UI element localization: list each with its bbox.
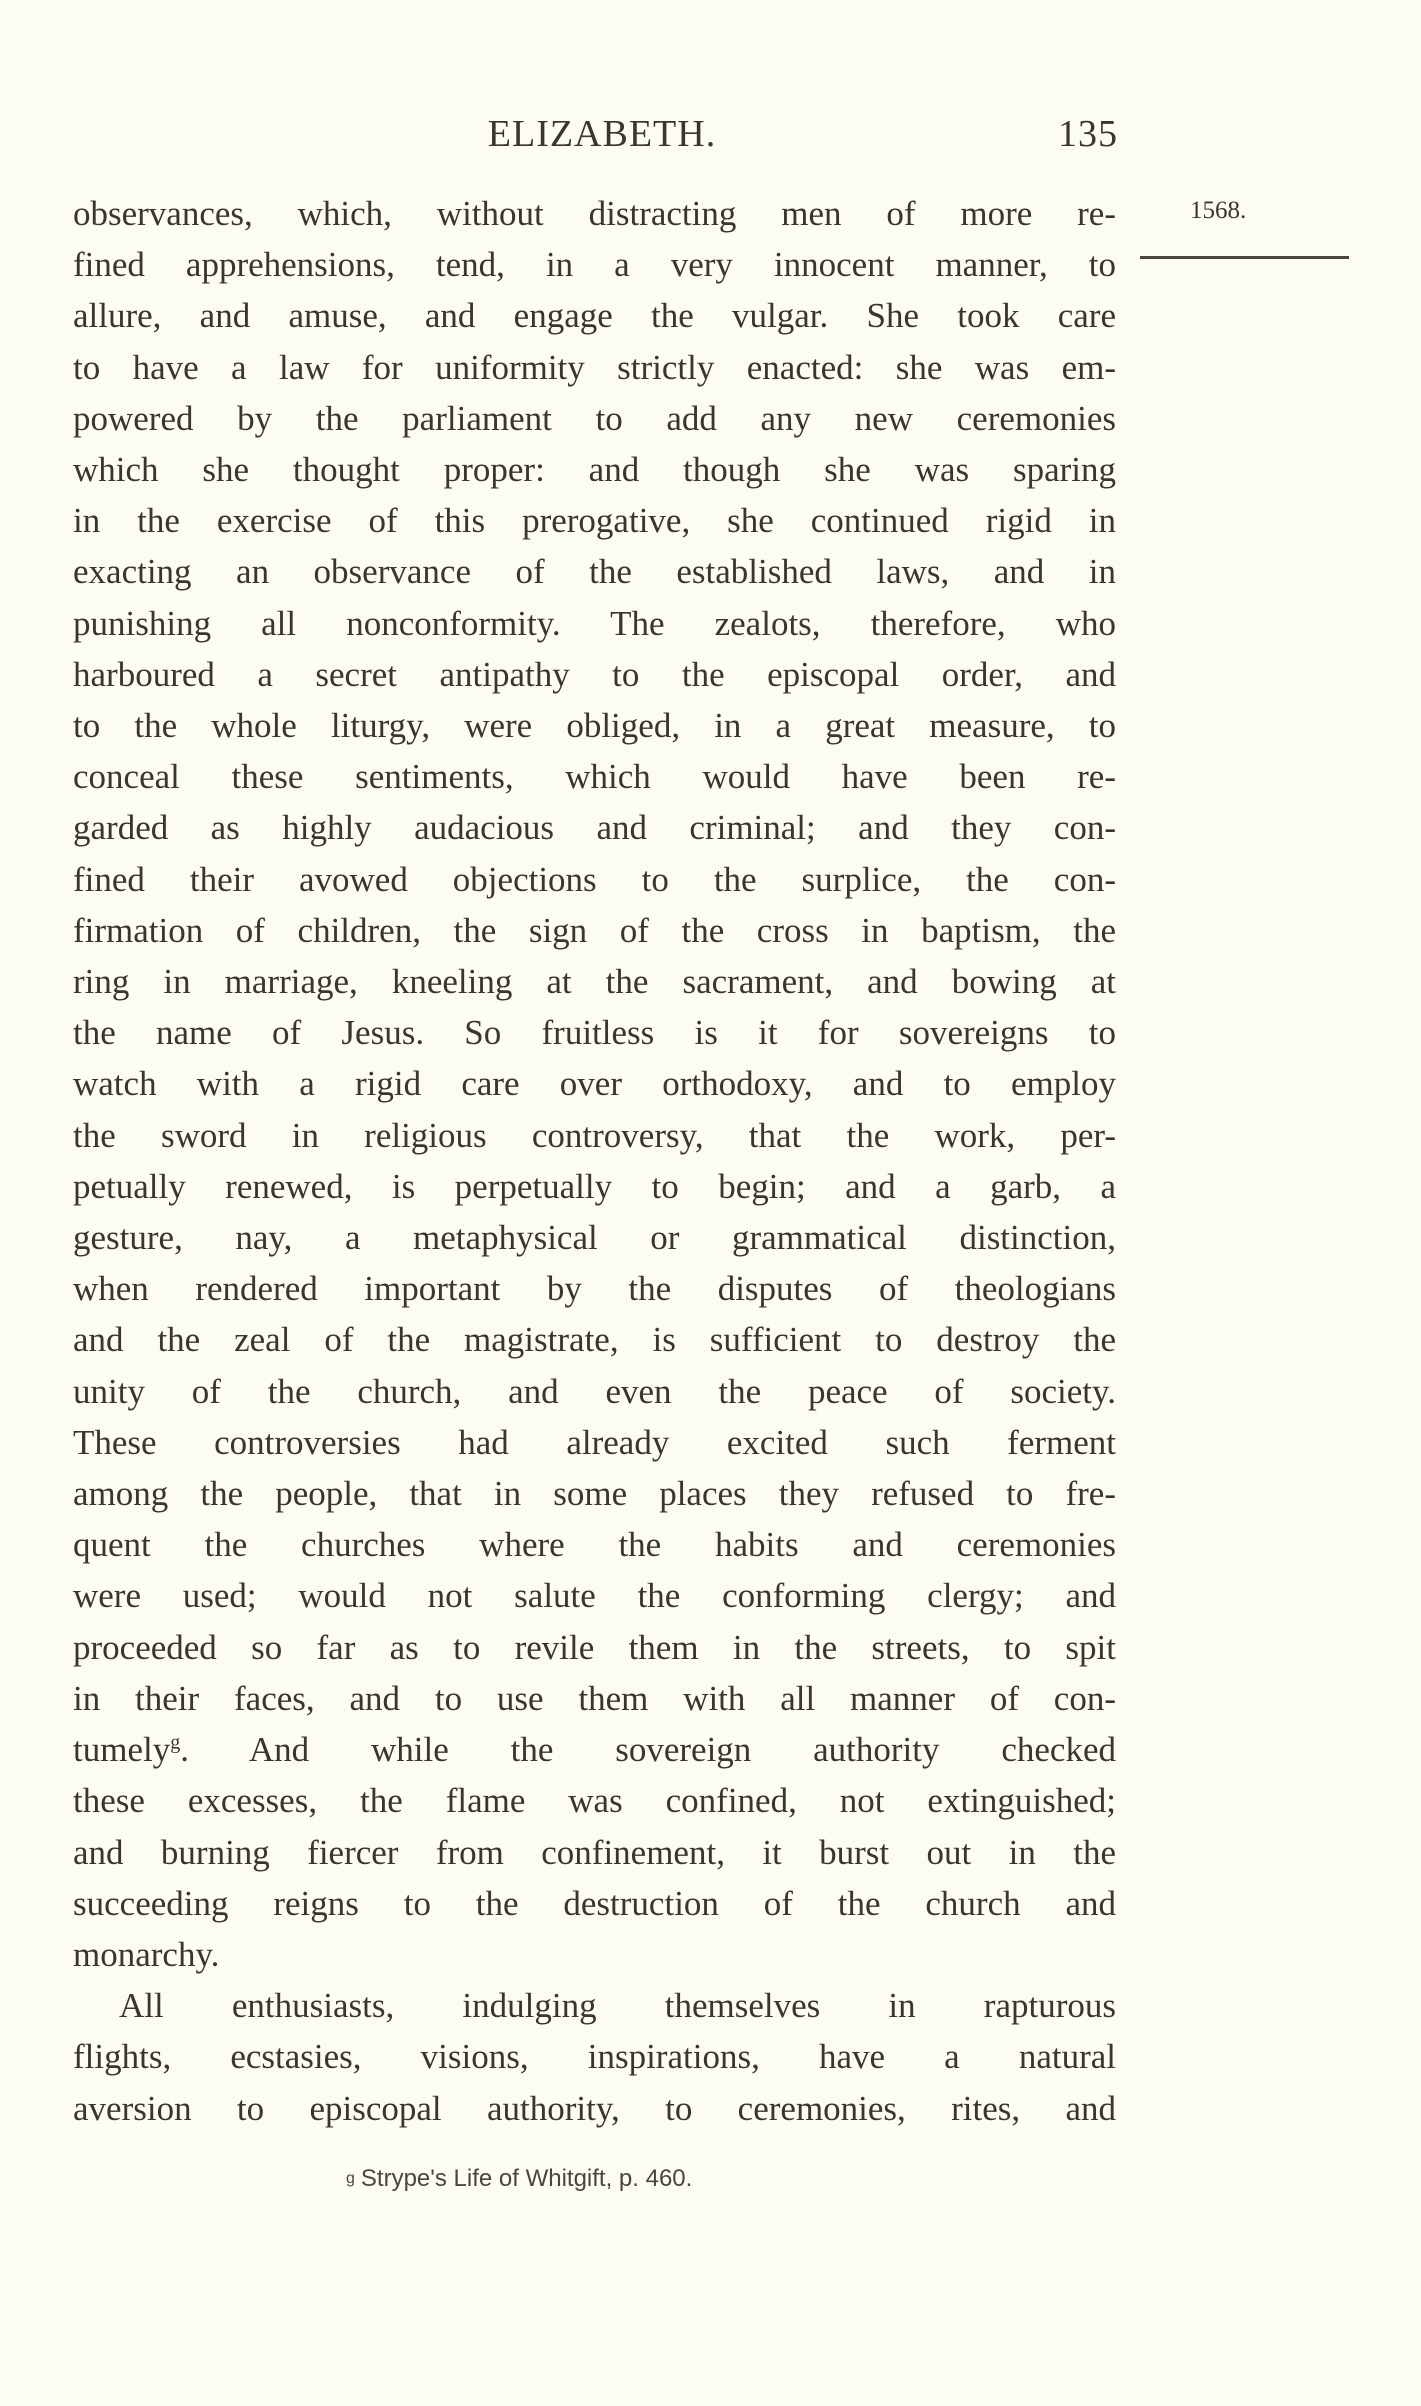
text-line: powered by the parliament to add any new ceremonies <box>73 398 1116 438</box>
text-line: quent the churches where the habits and ceremonies <box>73 1525 1116 1565</box>
text-line: allure, and amuse, and engage the vulgar. She took care <box>73 296 1116 336</box>
text-line: petually renewed, is perpetually to begin; and a garb, a <box>73 1166 1116 1206</box>
margin-year-note: 1568. <box>1190 197 1247 224</box>
text-line: in the exercise of this prerogative, she continued rigid in <box>73 501 1116 541</box>
text-line: and the zeal of the magistrate, is sufficient to destroy the <box>73 1320 1116 1360</box>
text-line: gesture, nay, a metaphysical or grammatical distinction, <box>73 1218 1116 1258</box>
text-column <box>73 188 1116 2194</box>
text-fragment: tumely <box>73 1730 171 1770</box>
text-line: unity of the church, and even the peace of society. <box>73 1371 1116 1411</box>
text-line: flights, ecstasies, visions, inspirations, have a natural <box>73 2037 1116 2077</box>
text-line: fined apprehensions, tend, in a very innocent manner, to <box>73 245 1116 285</box>
text-line: to the whole liturgy, were obliged, in a great measure, to <box>73 706 1116 746</box>
footnote-mark: g <box>346 2169 355 2187</box>
text-line: punishing all nonconformity. The zealots, therefore, who <box>73 603 1116 643</box>
text-line: conceal these sentiments, which would have been re- <box>73 757 1116 797</box>
footnote-ref: g <box>170 1731 181 1754</box>
text-line: in their faces, and to use them with all manner of con- <box>73 1678 1116 1718</box>
text-line <box>73 1724 1116 1775</box>
footnote-text: Strype's Life of Whitgift, p. 460. <box>360 2164 693 2192</box>
text-line: were used; would not salute the conforming clergy; and <box>73 1576 1116 1616</box>
text-line: aversion to episcopal authority, to ceremonies, rites, and <box>73 2088 1116 2128</box>
text-line: harboured a secret antipathy to the episcopal order, and <box>73 654 1116 694</box>
text-line: these excesses, the flame was confined, not extinguished; <box>73 1781 1116 1821</box>
text-fragment: . And while the sovereign authority checked <box>180 1730 1116 1770</box>
text-line: proceeded so far as to revile them in the streets, to spit <box>73 1627 1116 1667</box>
text-line: to have a law for uniformity strictly enacted: she was em- <box>73 347 1116 387</box>
text-line: among the people, that in some places they refused to fre- <box>73 1474 1116 1514</box>
text-line: exacting an observance of the established laws, and in <box>73 552 1116 592</box>
text-line: when rendered important by the disputes of theologians <box>73 1269 1116 1309</box>
text-line: monarchy. <box>73 1934 220 1974</box>
text-line: which she thought proper: and though she was sparing <box>73 450 1116 490</box>
text-line: These controversies had already excited such ferment <box>73 1422 1116 1462</box>
text-line: the sword in religious controversy, that the work, per- <box>73 1115 1116 1155</box>
text-line: fined their avowed objections to the surplice, the con- <box>73 859 1116 899</box>
text-line: the name of Jesus. So fruitless is it for sovereigns to <box>73 1013 1116 1053</box>
text-line: watch with a rigid care over orthodoxy, and to employ <box>73 1064 1116 1104</box>
text-line: firmation of children, the sign of the cross in baptism, the <box>73 910 1116 950</box>
page-number: 135 <box>1058 113 1118 155</box>
text-line: ring in marriage, kneeling at the sacrament, and bowing at <box>73 962 1116 1002</box>
body-text <box>73 188 1116 2134</box>
text-line: observances, which, without distracting men of more re- <box>73 194 1116 233</box>
running-title: ELIZABETH. <box>487 113 717 155</box>
footnote <box>73 2164 1116 2194</box>
text-line: All enthusiasts, indulging themselves in rapturous <box>119 1986 1116 2026</box>
margin-rule <box>1140 256 1349 259</box>
text-line: and burning fiercer from confinement, it burst out in the <box>73 1832 1116 1872</box>
text-line: garded as highly audacious and criminal; and they con- <box>73 808 1116 848</box>
text-line: succeeding reigns to the destruction of the church and <box>73 1883 1116 1923</box>
